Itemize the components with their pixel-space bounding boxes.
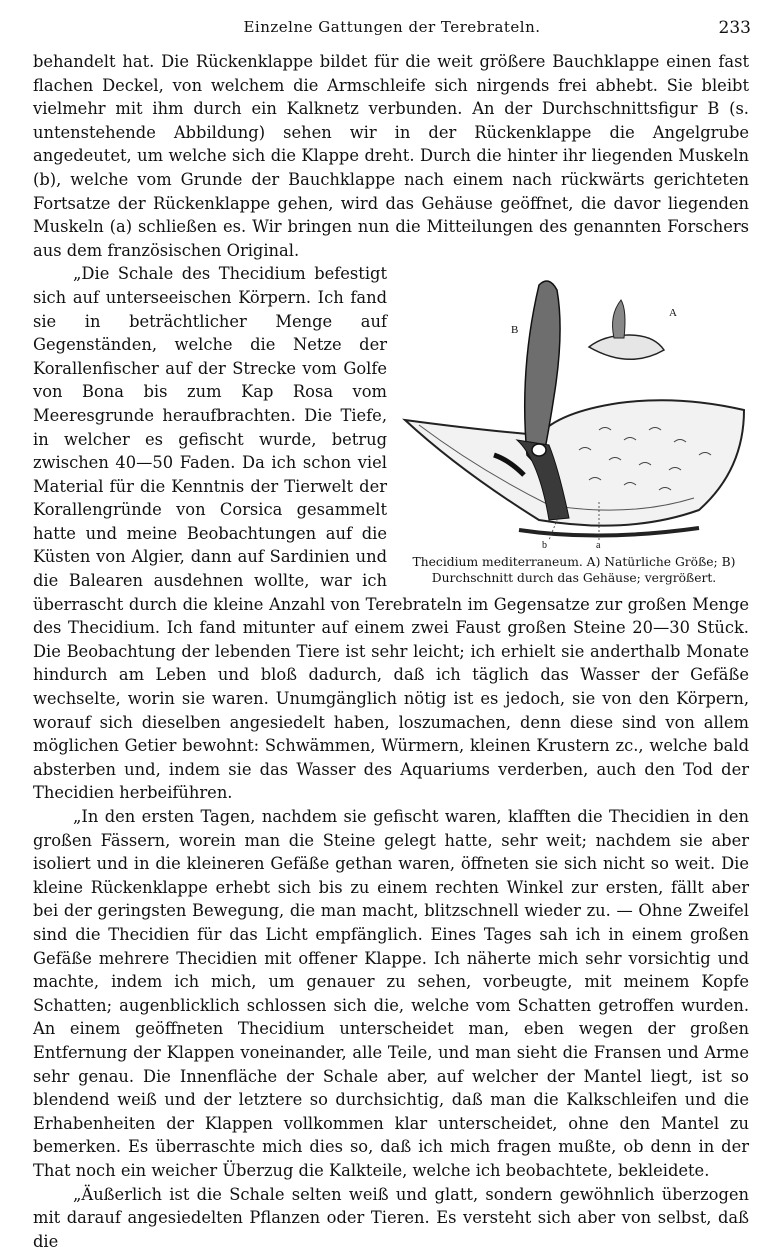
paragraph-4: „Äußerlich ist die Schale selten weiß und glatt, sondern gewöhnlich überzogen mit darauf angesiedelten Pflanzen oder Tieren. Es versteht sich aber von selbst, daß die bbox=[33, 1183, 749, 1253]
hinge-pit bbox=[532, 444, 546, 456]
small-shell-valve bbox=[613, 300, 625, 338]
label-small-a: a bbox=[596, 540, 601, 551]
running-head: Einzelne Gattungen der Terebrateln. bbox=[33, 18, 751, 36]
paragraph-1: behandelt hat. Die Rückenklappe bildet für die weit größere Bauchklappe einen fast flachen Deckel, von welchem die Armschleife sich nirgends frei abhebt. Sie bleibt vielmehr mit ihm durch ein Kalknetz verbunden. An der Durchschnittsfigur B (s. untenstehende Abbildung) sehen wir in der Rückenklappe die Angelgrube angedeutet, um welche sich die Klappe dreht. Durch die hinter ihr liegenden Muskeln (b), welche vom Grunde der Bauchklappe nach einem nach rückwärts gerichteten Fortsatze der Rückenklappe gehen, wird das Gehäuse geöffnet, die davor liegenden Muskeln (a) schließen es. Wir bringen nun die Mitteilungen des genannten Forschers aus dem französischen Original. bbox=[33, 50, 749, 262]
figure-illustration bbox=[399, 270, 749, 552]
paragraph-2: „Die Schale des Thecidium befestigt sich auf unterseeischen Körpern. Ich fand sie in beträchtlicher Menge auf Gegenständen, welche die Netze der Korallenfischer auf der Strecke vom Golfe von Bona bis zum Kap Rosa vom Meeresgrunde heraufbrachten. Die Tiefe, in welcher es gefischt wurde, betrug zwischen 40—50 Faden. Da ich schon viel Material für die Kenntnis der Tierwelt der Korallengründe von Corsica gesammelt hatte und meine Beobachtungen auf die Küsten von Algier, dann auf Sardinien und die Balearen ausdehnen wollte, war ich überrascht durch die kleine Anzahl von Terebrateln im Gegensatze zur großen Menge des Thecidium. Ich fand mitunter auf einem zwei Faust großen Steine 20—30 Stück. Die Beobachtung der lebenden Tiere ist sehr leicht; ich erhielt sie anderthalb Monate hindurch am Leben und bloß dadurch, daß ich täglich das Wasser der Gefäße wechselte, worin sie waren. Unumgänglich nötig ist es jedoch, sie von den Körpern, worauf sich dieselben angesiedelt haben, loszumachen, denn diese sind von allem möglichen Getier bewohnt: Schwämmen, Würmern, kleinen Krustern zc., welche bald absterben und, indem sie das Wasser des Aquariums verderben, auch den Tod der Thecidien herbeiführen. bbox=[33, 262, 749, 805]
page-header bbox=[33, 14, 751, 40]
figure-caption: Thecidium mediterraneum. A) Natürliche Größe; B) Durchschnitt durch das Gehäuse; vergrößert. bbox=[399, 554, 749, 586]
label-a: A bbox=[669, 307, 677, 319]
label-b: B bbox=[511, 324, 518, 336]
body-text bbox=[33, 50, 749, 1253]
page-number: 233 bbox=[719, 18, 751, 38]
paragraph-3: „In den ersten Tagen, nachdem sie gefischt waren, klafften die Thecidien in den großen Fässern, worein man die Steine gelegt hatte, sehr weit; nachdem sie aber isoliert und in die kleineren Gefäße gethan waren, öffneten sie sich nicht so weit. Die kleine Rückenklappe erhebt sich bis zu einem rechten Winkel zur ersten, fällt aber bei der geringsten Bewegung, die man macht, blitzschnell wieder zu. — Ohne Zweifel sind die Thecidien für das Licht empfänglich. Eines Tages sah ich in einem großen Gefäße mehrere Thecidien mit offener Klappe. Ich näherte mich sehr vorsichtig und machte, indem ich mich, um genauer zu sehen, vorbeugte, mit meinem Kopfe Schatten; augenblicklich schlossen sich die, welche vom Schatten getroffen wurden. An einem geöffneten Thecidium unterscheidet man, eben wegen der großen Entfernung der Klappen voneinander, alle Teile, und man sieht die Fransen und Arme sehr genau. Die Innenfläche der Schale aber, auf welcher der Mantel liegt, ist so blendend weiß und der letztere so durchsichtig, daß man die Kalkschleifen und die Erhabenheiten der Klappen vollkommen klar unterscheidet, ohne den Mantel zu bemerken. Es überraschte mich dies so, daß ich mich fragen mußte, ob denn in der That noch ein weicher Überzug die Kalkteile, welche ich beobachtete, bekleidete. bbox=[33, 805, 749, 1183]
base-shadow bbox=[519, 528, 699, 536]
figure-thecidium bbox=[399, 270, 749, 582]
small-shell bbox=[589, 335, 664, 359]
label-small-b: b bbox=[542, 540, 547, 551]
cross-section-shell bbox=[405, 401, 744, 526]
